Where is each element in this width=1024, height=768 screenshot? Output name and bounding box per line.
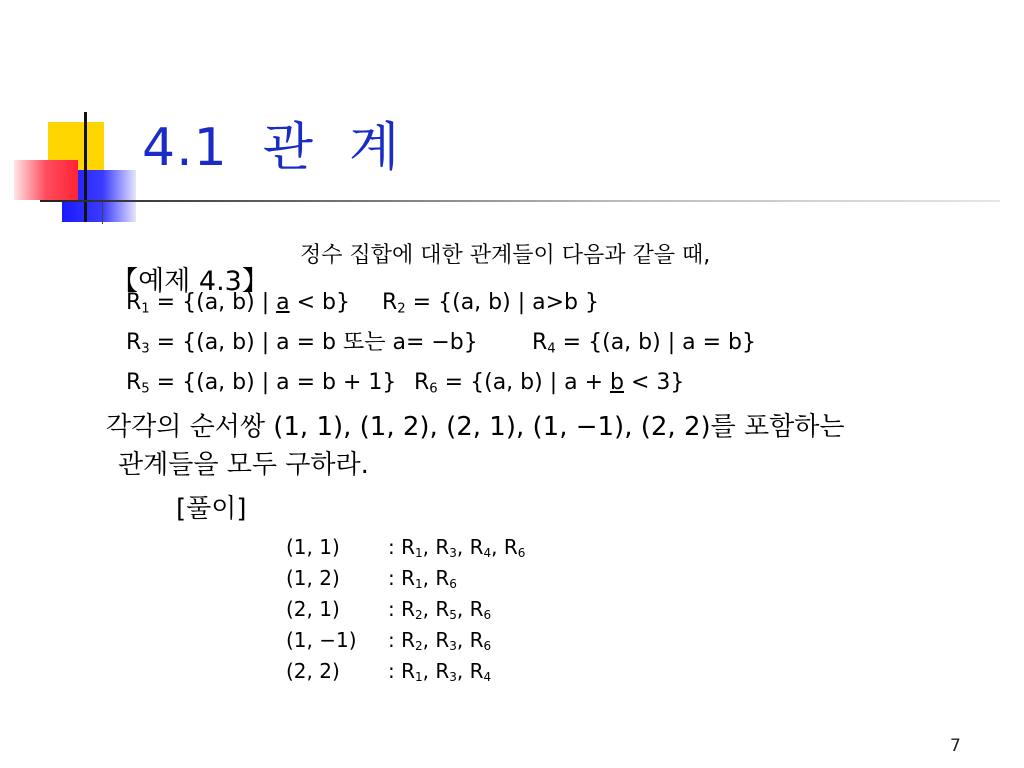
- vertical-rule-small: [102, 200, 103, 224]
- red-square: [14, 160, 78, 200]
- solution-pair: (1, 2): [286, 566, 340, 590]
- question-line-2: 관계들을 모두 구하라.: [118, 450, 369, 480]
- relation-r2: $R_2 = \{(a$, b) | a>b }: [382, 290, 599, 317]
- vertical-rule: [84, 112, 87, 222]
- solution-pair: (2, 2): [286, 659, 340, 683]
- solution-relations: : $R_1$, $R_6$: [388, 566, 457, 591]
- relation-r4: $R_4 = \{(a$, b) | a = b}: [532, 330, 756, 357]
- example-heading: [94, 241, 269, 295]
- question-line-1: 각각의 순서쌍 (1, 1), (1, 2), (2, 1), (1, −1), (2, 2)를 포함하는: [106, 412, 845, 442]
- relation-r3: $R_3 = \{(a$, b) | a = b 또는 a= −b}: [126, 330, 478, 357]
- solution-relations: : $R_1$, $R_3$, $R_4$, $R_6$: [388, 535, 526, 560]
- slide-title: 4.1 관 계: [142, 118, 401, 178]
- solution-pair: (2, 1): [286, 597, 340, 621]
- example-label: 【예제 4.3】: [111, 266, 269, 297]
- example-text: 정수 집합에 대한 관계들이 다음과 같을 때,: [300, 243, 711, 268]
- solution-relations: : $R_2$, $R_5$, $R_6$: [388, 597, 492, 622]
- solution-pair: (1, −1): [286, 628, 357, 652]
- relation-r6: $R_6 = \{(a$, b) | a + b < 3}: [414, 370, 685, 397]
- solution-label: [풀이]: [176, 494, 247, 524]
- title-underline: [40, 200, 1000, 202]
- page-number: 7: [950, 736, 961, 756]
- relation-r1: $R_1 = \{(a$, b) | a < b}: [126, 290, 350, 317]
- solution-relations: : $R_1$, $R_3$, $R_4$: [388, 659, 492, 684]
- solution-relations: : $R_2$, $R_3$, $R_6$: [388, 628, 492, 653]
- relation-r5: $R_5 = \{(a$, b) | a = b + 1}: [126, 370, 397, 397]
- solution-pair: (1, 1): [286, 535, 340, 559]
